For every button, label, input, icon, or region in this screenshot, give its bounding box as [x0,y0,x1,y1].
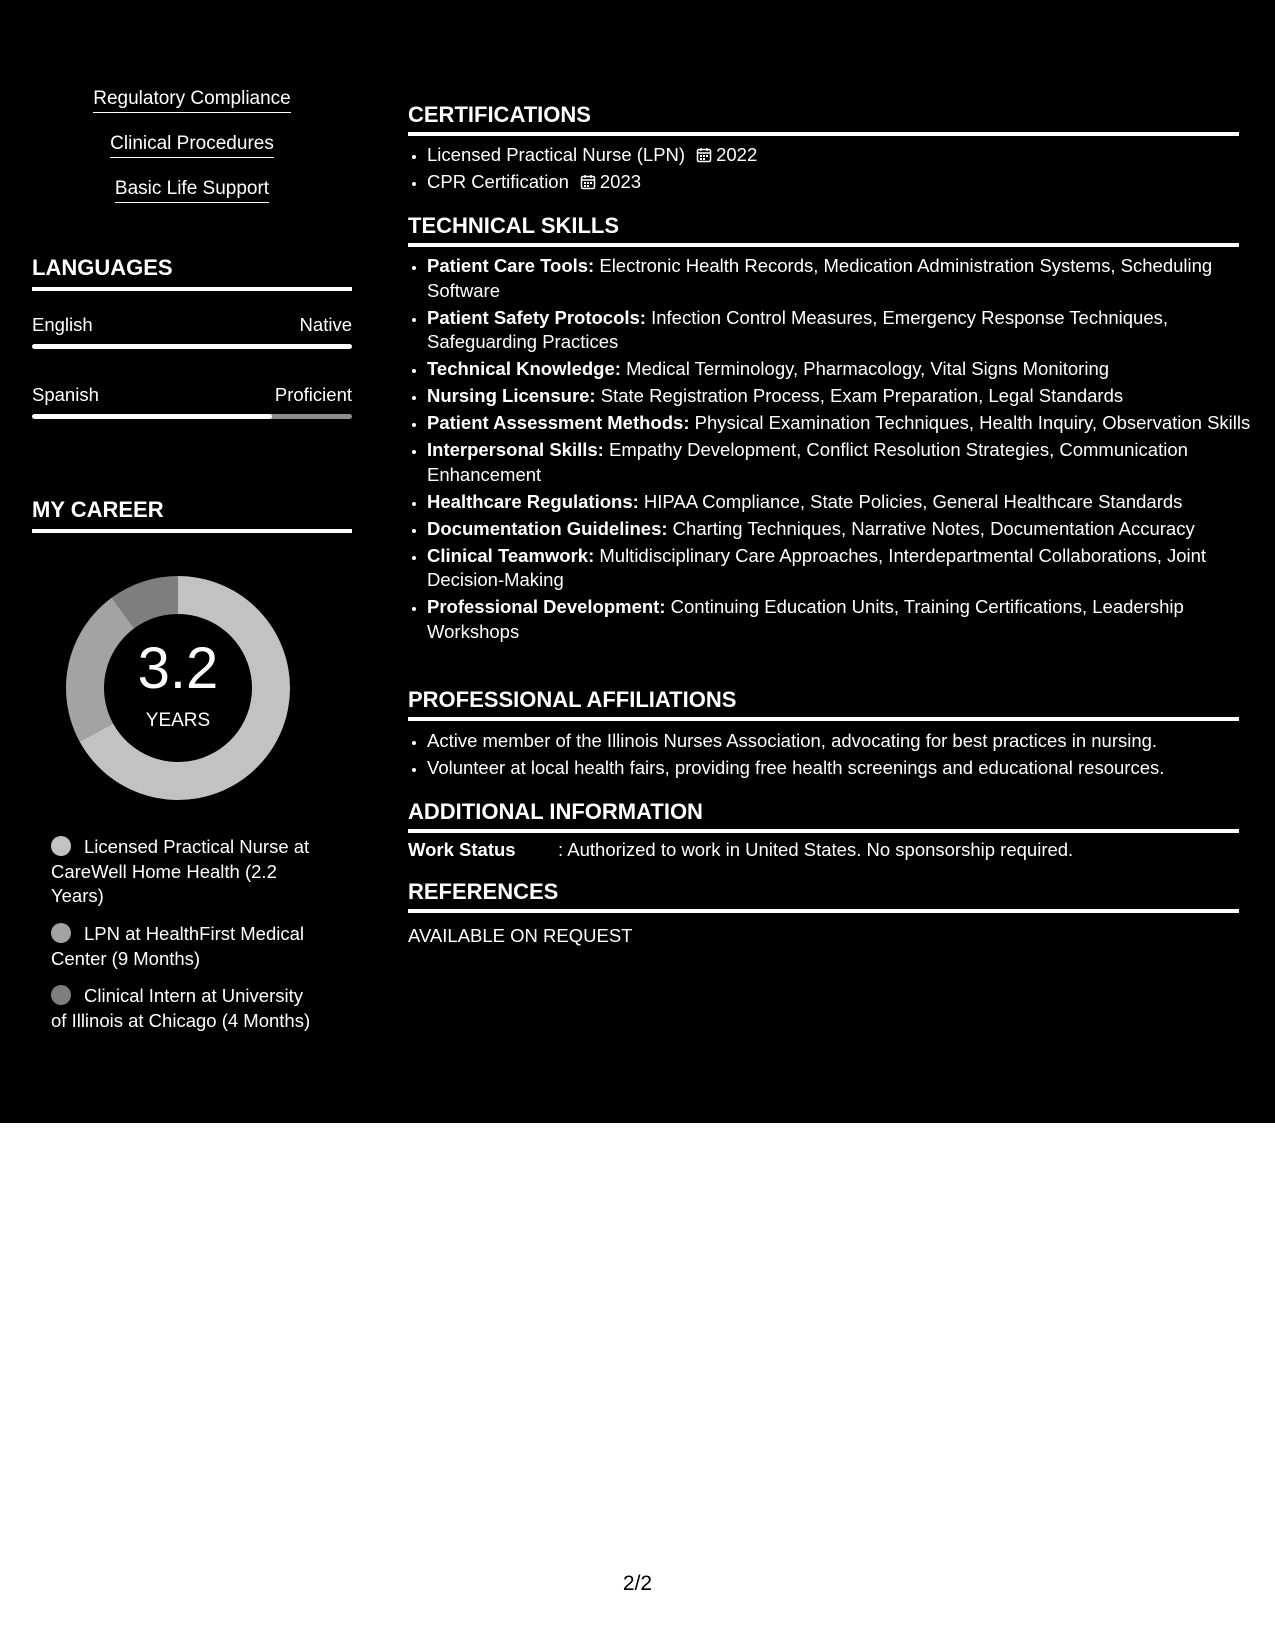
language-bar-spanish [32,414,352,419]
technical-skill-item: • Documentation Guidelines: Charting Techniques, Narrative Notes, Documentation Accuracy [427,517,1258,542]
technical-skills-heading: TECHNICAL SKILLS [408,213,1239,247]
page-number: 2/2 [622,1572,653,1595]
language-bar-fill [32,344,352,349]
work-status-label: Work Status [408,839,516,860]
work-status-row [408,839,1073,861]
affiliations-heading: PROFESSIONAL AFFILIATIONS [408,687,1239,721]
references-text: AVAILABLE ON REQUEST [408,925,633,946]
technical-skill-item: • Healthcare Regulations: HIPAA Compliance, State Policies, General Healthcare Standards [427,490,1258,515]
technical-skill-item: • Nursing Licensure: State Registration Process, Exam Preparation, Legal Standards [427,384,1258,409]
career-item: Licensed Practical Nurse at CareWell Home Health (2.2 Years) [51,836,310,906]
technical-skill-item: • Patient Safety Protocols: Infection Control Measures, Emergency Response Techniques, Safeguarding Practices [427,306,1258,355]
additional-info-heading: ADDITIONAL INFORMATION [408,799,1239,833]
technical-skill-item: • Interpersonal Skills: Empathy Development, Conflict Resolution Strategies, Communication Enhancement [427,438,1258,487]
language-row-spanish [32,384,352,406]
career-item: Clinical Intern at University of Illinois at Chicago (4 Months) [51,985,311,1031]
technical-skills-list [408,254,1258,647]
calendar-icon [696,147,712,163]
sidebar [32,0,352,1123]
affiliations-list [408,729,1258,783]
affiliation-item: • Volunteer at local health fairs, providing free health screenings and educational resources. [427,756,1258,781]
language-bar-english [32,344,352,349]
work-status-value: : Authorized to work in United States. No sponsorship required. [558,839,1074,860]
circle-icon [51,836,71,856]
skill-link-clinical-procedures[interactable]: Clinical Procedures [32,133,352,155]
career-total-years: 3.2 [137,636,219,701]
technical-skill-item: • Patient Care Tools: Electronic Health Records, Medication Administration Systems, Scheduling Software [427,254,1258,303]
skill-link-regulatory-compliance[interactable]: Regulatory Compliance [32,88,352,110]
technical-skill-item: • Clinical Teamwork: Multidisciplinary Care Approaches, Interdepartmental Collaborations, Joint Decision-Making [427,544,1258,593]
career-total-unit: YEARS [145,710,211,731]
affiliation-item: • Active member of the Illinois Nurses Association, advocating for best practices in nursing. [427,729,1258,754]
certifications-heading: CERTIFICATIONS [408,102,1239,136]
certifications-list [408,143,1258,197]
language-level: Proficient [274,384,352,405]
certification-item: • Licensed Practical Nurse (LPN) 2022 [427,143,1258,168]
language-name: English [32,314,93,335]
languages-heading: LANGUAGES [32,255,352,291]
calendar-icon [580,174,596,190]
references-heading: REFERENCES [408,879,1239,913]
career-heading: MY CAREER [32,497,352,533]
language-name: Spanish [32,384,99,405]
career-item: LPN at HealthFirst Medical Center (9 Months) [51,923,305,969]
technical-skill-item: • Professional Development: Continuing Education Units, Training Certifications, Leadership Workshops [427,595,1258,644]
certification-item: • CPR Certification 2023 [427,170,1258,195]
circle-icon [51,923,71,943]
language-level: Native [299,314,352,335]
language-bar-fill [32,414,272,419]
technical-skill-item: • Technical Knowledge: Medical Terminology, Pharmacology, Vital Signs Monitoring [427,357,1258,382]
circle-icon [51,985,71,1005]
technical-skill-item: • Patient Assessment Methods: Physical Examination Techniques, Health Inquiry, Observation Skills [427,411,1258,436]
language-row-english [32,314,352,336]
skill-link-basic-life-support[interactable]: Basic Life Support [32,178,352,200]
